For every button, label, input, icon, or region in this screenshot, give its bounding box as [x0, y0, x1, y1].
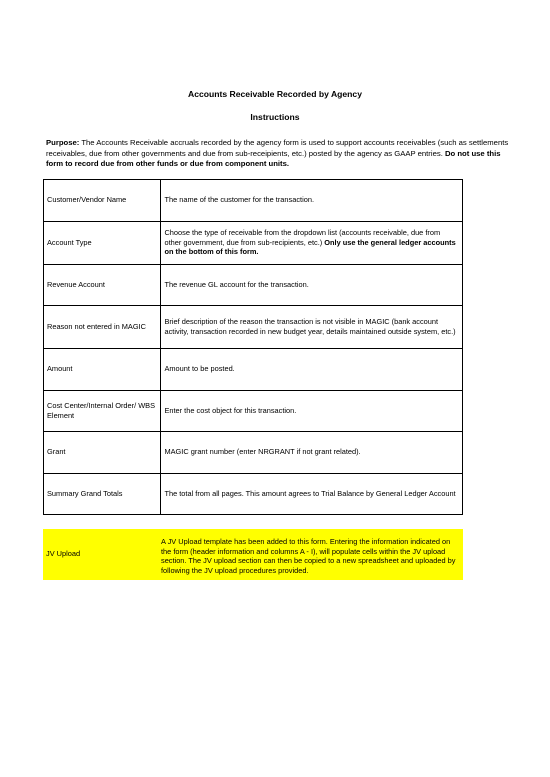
instructions-table: [43, 179, 463, 515]
field-description: The total from all pages. This amount agrees to Trial Balance by General Ledger Account: [161, 473, 463, 515]
purpose-warning: Do not use this form to record due from other funds or due from component units.: [46, 148, 501, 169]
field-description: Brief description of the reason the transaction is not visible in MAGIC (bank account activity, transaction recorded in new budget year, details maintained outside system, etc.): [161, 306, 463, 349]
field-label: Account Type: [44, 221, 161, 264]
table-row: [44, 180, 463, 222]
purpose-text: The Accounts Receivable accruals recorded by the agency form is used to support accounts receivables (such as settlements receivables, due from other governments and due from sub-receipients, etc.) posted by the agency as GAAP entries.: [46, 138, 509, 158]
field-description: Choose the type of receivable from the dropdown list (accounts receivable, due from other government, due from sub-recipients, etc.) Only use the general ledger accounts on the bottom of this form.: [161, 221, 463, 264]
field-label: Amount: [44, 349, 161, 391]
field-description: Enter the cost object for this transaction.: [161, 390, 463, 432]
table-row: [44, 349, 463, 391]
purpose-paragraph: [46, 138, 512, 170]
table-row: [44, 473, 463, 515]
field-label: Cost Center/Internal Order/ WBS Element: [44, 390, 161, 432]
table-row: [44, 221, 463, 264]
field-description: The revenue GL account for the transaction.: [161, 264, 463, 306]
table-row: [44, 432, 463, 474]
jv-upload-note: [43, 529, 463, 580]
field-label: Summary Grand Totals: [44, 473, 161, 515]
field-label: Revenue Account: [44, 264, 161, 306]
page-subtitle: Instructions: [250, 112, 300, 122]
field-label: Customer/Vendor Name: [44, 180, 161, 222]
table-row: [44, 264, 463, 306]
table-row: [44, 306, 463, 349]
purpose-label: Purpose:: [46, 138, 80, 147]
jv-upload-description: A JV Upload template has been added to this form. Entering the information indicated on the form (header information and columns A - I), will populate cells within the JV upload section. The JV upload section can then be copied to a new spreadsheet and uploaded by following the JV upload procedures provided.: [161, 537, 456, 575]
field-label: Reason not entered in MAGIC: [44, 306, 161, 349]
field-label: Grant: [44, 432, 161, 474]
page-title: Accounts Receivable Recorded by Agency: [187, 89, 362, 99]
table-row: [44, 390, 463, 432]
jv-upload-label: JV Upload: [46, 549, 81, 558]
field-description: The name of the customer for the transaction.: [161, 180, 463, 222]
field-description: Amount to be posted.: [161, 349, 463, 391]
field-description: MAGIC grant number (enter NRGRANT if not grant related).: [161, 432, 463, 474]
